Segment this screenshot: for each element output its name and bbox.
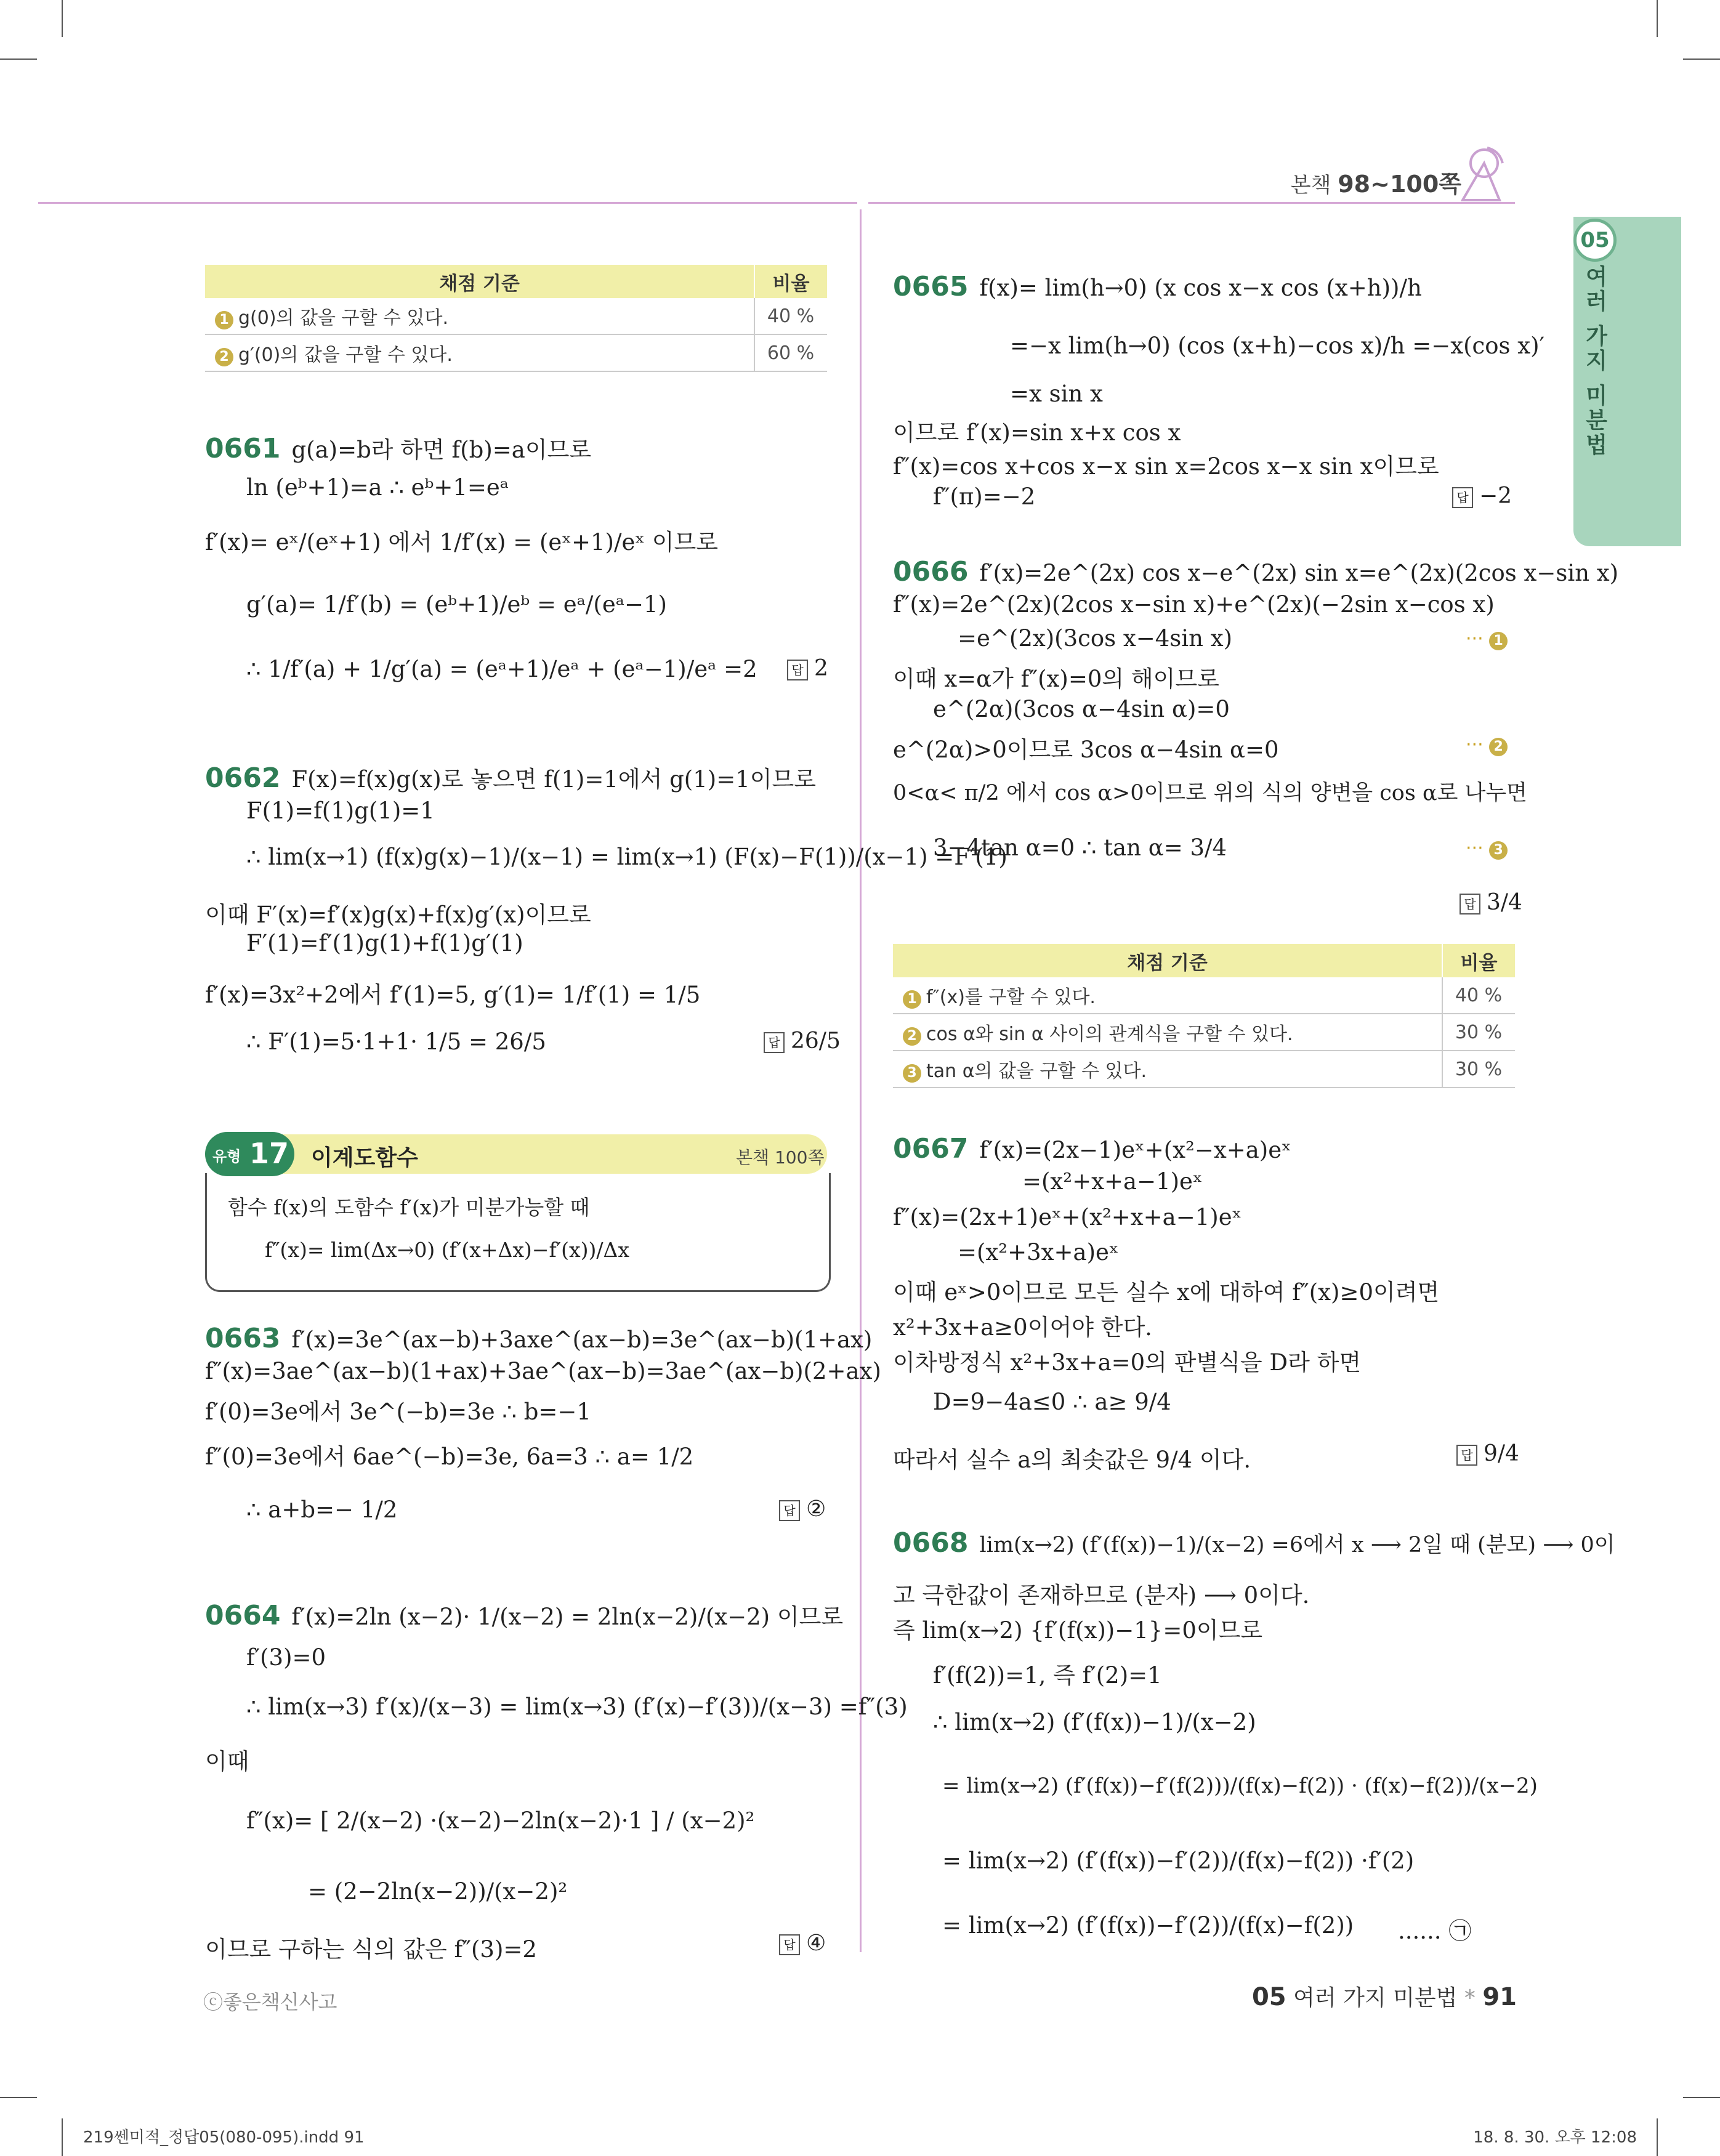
problem-0662-line-4: 이때 F′(x)=f′(x)g(x)+f(x)g′(x)이므로 <box>205 902 591 928</box>
footer-chapter-title: 여러 가지 미분법 <box>1293 1985 1458 2011</box>
problem-number: 0665 <box>893 271 969 302</box>
solution-text: f′(x)=3e^(ax−b)+3axe^(ax−b)=3e^(ax−b)(1+ax) <box>291 1326 873 1353</box>
problem-0667-line-1 <box>893 1133 1291 1165</box>
problem-0668-line-6: = lim(x→2) (f′(f(x))−f′(f(2)))/(f(x)−f(2)) · (f(x)−f(2))/(x−2) <box>942 1774 1538 1798</box>
type-badge-label: 유형 <box>212 1148 241 1165</box>
answer-value: ④ <box>806 1931 826 1956</box>
criteria-text: g′(0)의 값을 구할 수 있다. <box>238 344 453 366</box>
problem-0661-line-4: g′(a)= 1/f′(b) = (eᵇ+1)/eᵇ = eᵃ/(eᵃ−1) <box>246 591 667 618</box>
problem-0662-line-1 <box>205 761 816 794</box>
solution-text: lim(x→2) (f′(f(x))−1)/(x−2) =6에서 x ⟶ 2일 때 (분모) ⟶ 0이 <box>979 1533 1615 1557</box>
problem-number: 0661 <box>205 433 281 464</box>
type-note-line-1: 함수 f(x)의 도함수 f′(x)가 미분가능할 때 <box>228 1195 590 1219</box>
step-marker: 1 <box>215 311 233 329</box>
problem-number: 0666 <box>893 556 969 587</box>
problem-number: 0668 <box>893 1527 969 1559</box>
answer-icon: 답 <box>779 1500 800 1521</box>
scoring-header-criteria: 채점 기준 <box>205 265 754 298</box>
answer-0661 <box>787 656 828 681</box>
step-number: 3 <box>1489 841 1508 860</box>
footer-chapter <box>1252 1980 1517 2012</box>
solution-text: g(a)=b라 하면 f(b)=a이므로 <box>291 437 592 463</box>
problem-0664-line-6: = (2−2ln(x−2))/(x−2)² <box>308 1878 568 1905</box>
antenna-icon <box>1450 145 1506 209</box>
criteria-text: tan α의 값을 구할 수 있다. <box>926 1060 1147 1082</box>
table-row <box>205 298 827 334</box>
problem-number: 0667 <box>893 1133 969 1165</box>
problem-0662-line-7: ∴ F′(1)=5·1+1· 1/5 = 26/5 <box>246 1028 546 1055</box>
problem-0664-line-4: 이때 <box>205 1748 249 1775</box>
problem-0664-line-7: 이므로 구하는 식의 값은 f″(3)=2 <box>205 1936 537 1963</box>
problem-0666-line-5: e^(2α)(3cos α−4sin α)=0 <box>933 696 1230 722</box>
step-marker: 3 <box>903 1064 921 1083</box>
answer-value: ② <box>806 1496 826 1522</box>
problem-0663-line-4: f″(0)=3e에서 6ae^(−b)=3e, 6a=3 ∴ a= 1/2 <box>205 1443 694 1470</box>
step-marker-1: ··· 1 <box>1466 628 1512 650</box>
problem-0664-line-2: f′(3)=0 <box>246 1644 326 1671</box>
step-marker: 1 <box>903 990 921 1009</box>
problem-0665-line-3: =x sin x <box>1010 381 1103 407</box>
ratio-value: 30 % <box>1442 1014 1515 1051</box>
problem-0667-line-3: f″(x)=(2x+1)eˣ+(x²+x+a−1)eˣ <box>893 1204 1242 1230</box>
header-rule-right <box>868 202 1515 204</box>
step-marker-3: ··· 3 <box>1466 838 1512 860</box>
solution-text: f′(x)=(2x−1)eˣ+(x²−x+a)eˣ <box>979 1137 1291 1163</box>
problem-0668-line-5: ∴ lim(x→2) (f′(f(x))−1)/(x−2) <box>933 1709 1256 1735</box>
criteria-text: f″(x)를 구할 수 있다. <box>926 987 1096 1008</box>
page-reference-prefix: 본책 <box>1290 173 1331 198</box>
problem-0668-line-9: ...... ㉠ <box>1398 1918 1472 1944</box>
footer-chapter-number: 05 <box>1251 1983 1286 2011</box>
type-header-bar <box>205 1134 827 1174</box>
problem-0666-line-2: f″(x)=2e^(2x)(2cos x−sin x)+e^(2x)(−2sin x−cos x) <box>893 591 1495 618</box>
type-badge <box>205 1132 294 1176</box>
answer-0665 <box>1452 483 1512 509</box>
answer-0662 <box>764 1028 841 1054</box>
type-title: 이계도함수 <box>311 1145 418 1171</box>
scoring-header-criteria: 채점 기준 <box>893 944 1442 977</box>
problem-0666-line-7: 0<α< π/2 에서 cos α>0이므로 위의 식의 양변을 cos α로 나누면 <box>893 781 1527 805</box>
problem-0661-line-5: ∴ 1/f′(a) + 1/g′(a) = (eᵃ+1)/eᵃ + (eᵃ−1)/eᵃ =2 <box>246 656 757 682</box>
answer-icon: 답 <box>779 1934 800 1955</box>
problem-0668-line-3: 즉 lim(x→2) {f′(f(x))−1}=0이므로 <box>893 1617 1263 1644</box>
answer-value: 3/4 <box>1487 890 1522 915</box>
problem-0666-line-4: 이때 x=α가 f″(x)=0의 해이므로 <box>893 666 1219 692</box>
problem-0667-line-8: D=9−4a≤0 ∴ a≥ 9/4 <box>933 1389 1171 1415</box>
step-marker: 2 <box>903 1027 921 1046</box>
problem-0662-line-6: f′(x)=3x²+2에서 f′(1)=5, g′(1)= 1/f′(1) = 1/5 <box>205 982 701 1008</box>
problem-0668-line-7: = lim(x→2) (f′(f(x))−f′(2))/(f(x)−f(2)) ·f′(2) <box>942 1847 1415 1874</box>
type-note-box <box>205 1173 831 1292</box>
step-number: 1 <box>1489 632 1508 650</box>
problem-0664-line-5: f″(x)= [ 2/(x−2) ·(x−2)−2ln(x−2)·1 ] / (x−2)² <box>246 1807 755 1834</box>
answer-0666 <box>1460 890 1522 915</box>
scoring-header-ratio: 비율 <box>754 265 827 298</box>
step-marker-2: ··· 2 <box>1466 734 1512 756</box>
problem-0666-line-3: =e^(2x)(3cos x−4sin x) <box>958 625 1233 652</box>
problem-0668-line-1 <box>893 1527 1615 1559</box>
problem-0665-line-2: =−x lim(h→0) (cos (x+h)−cos x)/h =−x(cos x)′ <box>1010 333 1545 359</box>
problem-0663-line-3: f′(0)=3e에서 3e^(−b)=3e ∴ b=−1 <box>205 1399 591 1425</box>
copyright: ⓒ좋은책신사고 <box>203 1990 337 2014</box>
answer-0667 <box>1456 1441 1519 1466</box>
header-rule-left <box>38 202 857 204</box>
answer-value: 2 <box>814 656 828 681</box>
problem-0667-line-2: =(x²+x+a−1)eˣ <box>1022 1168 1203 1195</box>
page-reference-range: 98~100쪽 <box>1338 171 1461 198</box>
table-row <box>893 1051 1515 1088</box>
criteria-text: g(0)의 값을 구할 수 있다. <box>238 307 449 329</box>
ratio-value: 40 % <box>754 298 827 334</box>
answer-icon: 답 <box>764 1032 785 1053</box>
type-reference: 본책 100쪽 <box>736 1147 825 1168</box>
answer-value: 26/5 <box>791 1028 841 1054</box>
problem-0661-line-2: ln (eᵇ+1)=a ∴ eᵇ+1=eᵃ <box>246 474 509 501</box>
scoring-table-1 <box>205 265 827 372</box>
solution-text: f′(x)=2ln (x−2)· 1/(x−2) = 2ln(x−2)/(x−2) 이므로 <box>291 1604 844 1630</box>
solution-text: F(x)=f(x)g(x)로 놓으면 f(1)=1에서 g(1)=1이므로 <box>291 766 816 793</box>
footer-star: * <box>1464 1985 1476 2011</box>
ratio-value: 60 % <box>754 334 827 371</box>
problem-number: 0662 <box>205 762 281 794</box>
table-row <box>205 334 827 371</box>
print-datetime: 18. 8. 30. 오후 12:08 <box>1473 2128 1637 2147</box>
problem-0661-line-3: f′(x)= eˣ/(eˣ+1) 에서 1/f′(x) = (eˣ+1)/eˣ 이므로 <box>205 529 719 555</box>
problem-0668-line-2: 고 극한값이 존재하므로 (분자) ⟶ 0이다. <box>893 1582 1310 1609</box>
type-note-line-2: f″(x)= lim(Δx→0) (f′(x+Δx)−f′(x))/Δx <box>265 1238 629 1262</box>
solution-text: f′(x)=2e^(2x) cos x−e^(2x) sin x=e^(2x)(2cos x−sin x) <box>979 560 1619 586</box>
problem-0665-line-5: f″(x)=cos x+cos x−x sin x=2cos x−x sin x이므로 <box>893 453 1439 480</box>
ratio-value: 30 % <box>1442 1051 1515 1088</box>
answer-0664 <box>779 1931 826 1956</box>
answer-value: −2 <box>1479 483 1512 509</box>
step-marker: 2 <box>215 348 233 366</box>
ratio-value: 40 % <box>1442 977 1515 1014</box>
type-badge-number: 17 <box>249 1137 289 1170</box>
answer-icon: 답 <box>1456 1445 1477 1466</box>
problem-0667-line-9: 따라서 실수 a의 최솟값은 9/4 이다. <box>893 1447 1251 1473</box>
chapter-side-number: 05 <box>1573 219 1617 262</box>
table-row <box>893 977 1515 1014</box>
problem-0667-line-5: 이때 eˣ>0이므로 모든 실수 x에 대하여 f″(x)≥0이려면 <box>893 1279 1440 1306</box>
answer-value: 9/4 <box>1484 1441 1519 1466</box>
problem-0666-line-6: e^(2α)>0이므로 3cos α−4sin α=0 <box>893 737 1279 763</box>
problem-number: 0663 <box>205 1323 281 1354</box>
problem-0668-line-4: f′(f(2))=1, 즉 f′(2)=1 <box>933 1662 1162 1689</box>
problem-0666-line-8: 3−4tan α=0 ∴ tan α= 3/4 <box>933 834 1227 861</box>
chapter-side-title: 여러 가지 미분법 <box>1582 265 1607 458</box>
problem-0665-line-1 <box>893 271 1422 302</box>
column-divider <box>860 209 862 1952</box>
problem-0664-line-1 <box>205 1598 843 1631</box>
print-file-name: 219쎈미적_정답05(080-095).indd 91 <box>83 2128 365 2147</box>
problem-0663-line-2: f″(x)=3ae^(ax−b)(1+ax)+3ae^(ax−b)=3ae^(ax−b)(2+ax) <box>205 1358 881 1384</box>
problem-0667-line-6: x²+3x+a≥0이어야 한다. <box>893 1314 1152 1341</box>
problem-number: 0664 <box>205 1600 281 1631</box>
solution-text: f(x)= lim(h→0) (x cos x−x cos (x+h))/h <box>979 275 1422 301</box>
problem-0661-line-1 <box>205 431 591 464</box>
problem-0663-line-5: ∴ a+b=− 1/2 <box>246 1496 398 1523</box>
scoring-table-2 <box>893 944 1515 1088</box>
answer-icon: 답 <box>787 660 808 680</box>
problem-0662-line-3: ∴ lim(x→1) (f(x)g(x)−1)/(x−1) = lim(x→1) (F(x)−F(1))/(x−1) =F′(1) <box>246 844 1007 870</box>
problem-0665-line-6: f″(π)=−2 <box>933 483 1036 510</box>
problem-0662-line-5: F′(1)=f′(1)g(1)+f(1)g′(1) <box>246 930 523 956</box>
page-reference <box>1291 165 1461 199</box>
problem-0667-line-7: 이차방정식 x²+3x+a=0의 판별식을 D라 하면 <box>893 1349 1362 1376</box>
answer-icon: 답 <box>1452 487 1473 508</box>
problem-0668-line-8: = lim(x→2) (f′(f(x))−f′(2))/(f(x)−f(2)) <box>942 1912 1354 1939</box>
table-row <box>893 1014 1515 1051</box>
problem-0667-line-4: =(x²+3x+a)eˣ <box>958 1239 1119 1266</box>
problem-0665-line-4: 이므로 f′(x)=sin x+x cos x <box>893 419 1181 446</box>
problem-0666-line-1 <box>893 556 1618 587</box>
scoring-header-ratio: 비율 <box>1442 944 1515 977</box>
problem-0663-line-1 <box>205 1323 872 1354</box>
problem-0664-line-3: ∴ lim(x→3) f′(x)/(x−3) = lim(x→3) (f′(x)−f′(3))/(x−3) =f″(3) <box>246 1694 908 1720</box>
step-number: 2 <box>1489 738 1508 756</box>
answer-0663 <box>779 1496 826 1522</box>
answer-icon: 답 <box>1460 894 1480 914</box>
criteria-text: cos α와 sin α 사이의 관계식을 구할 수 있다. <box>926 1023 1293 1045</box>
problem-0662-line-2: F(1)=f(1)g(1)=1 <box>246 797 435 824</box>
page-number: 91 <box>1482 1983 1517 2011</box>
